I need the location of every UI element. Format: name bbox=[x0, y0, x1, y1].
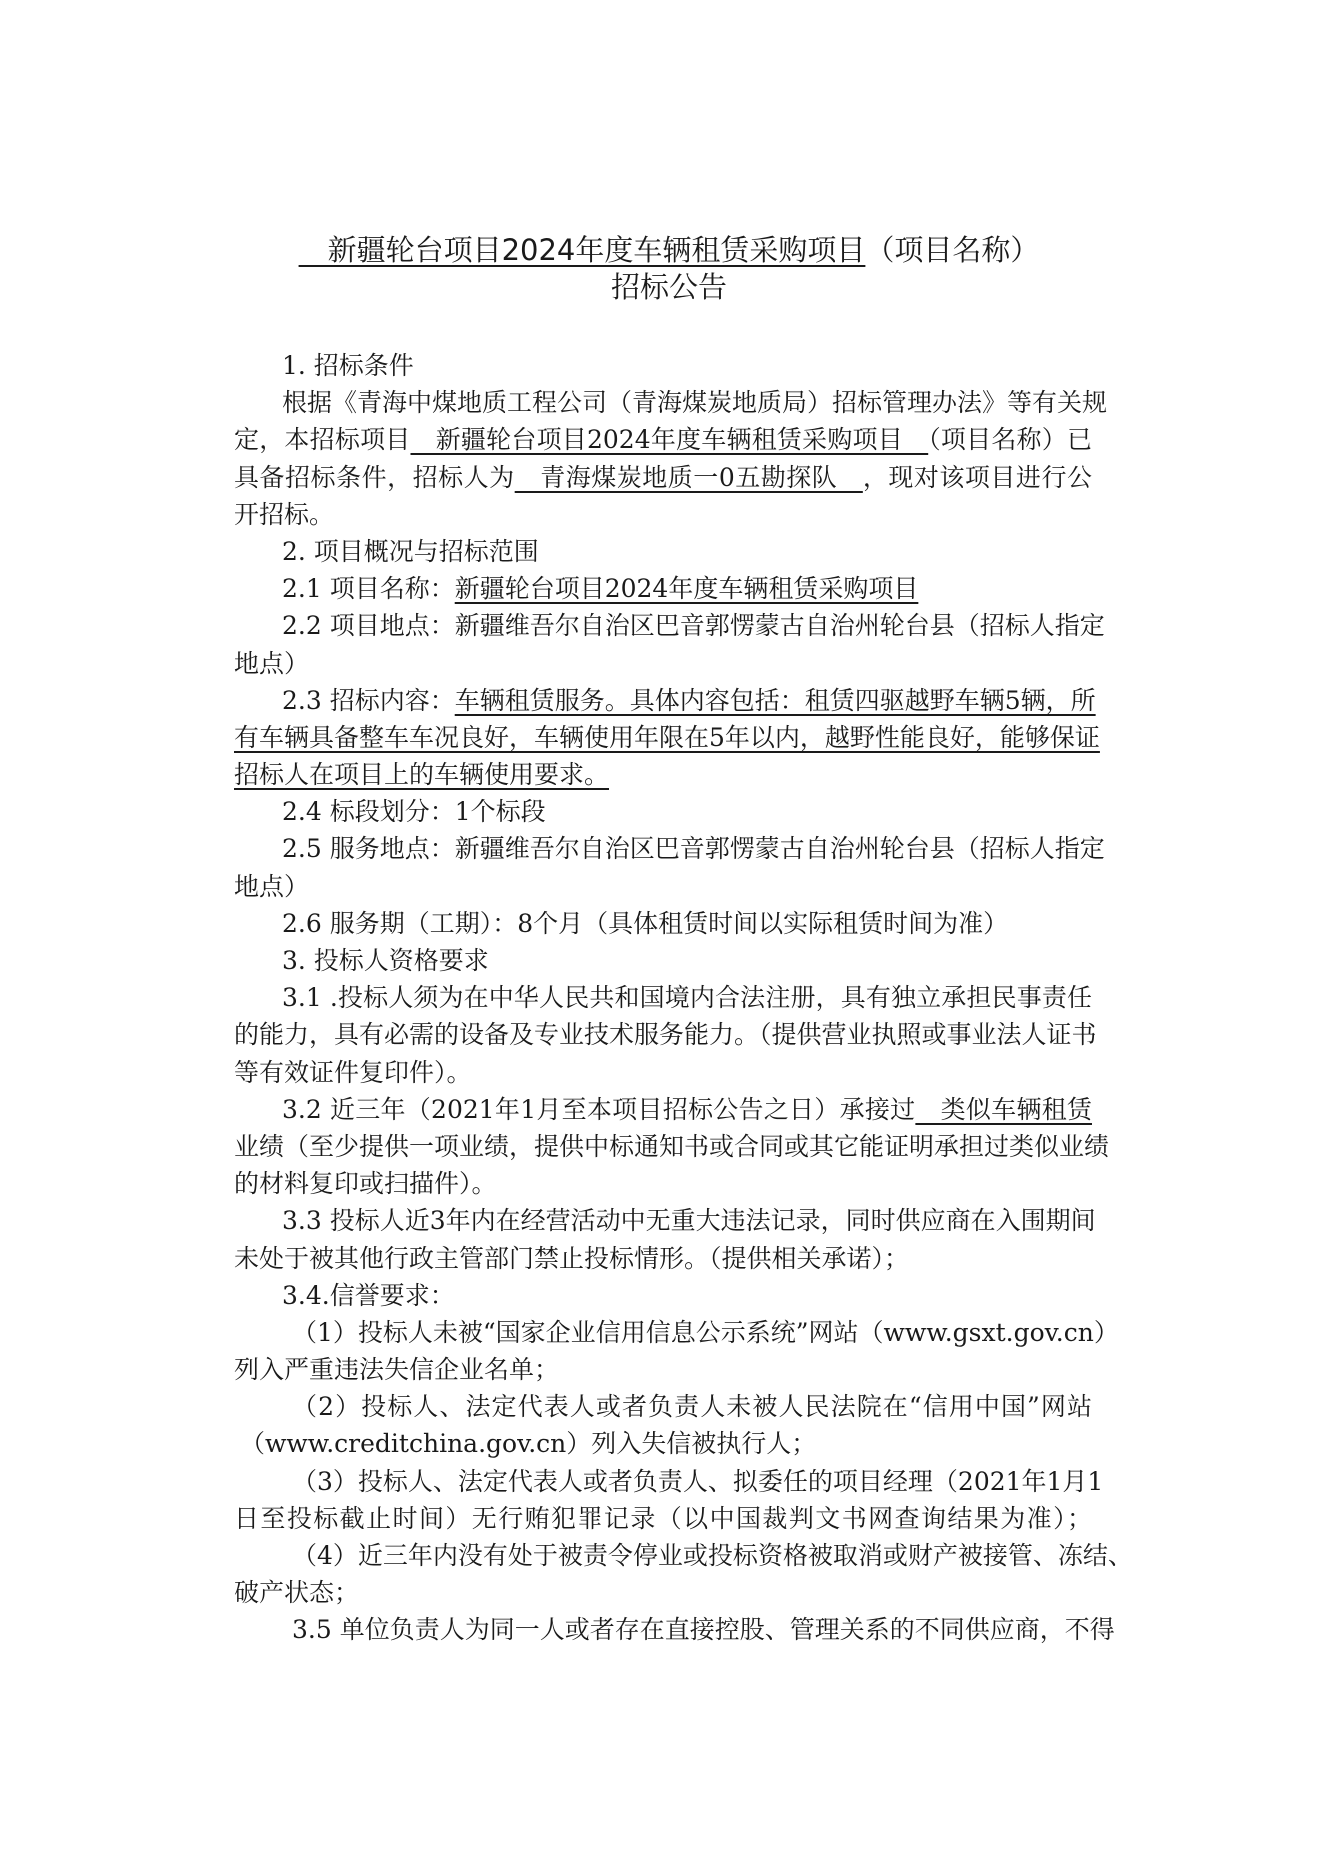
text-line bbox=[234, 1500, 1092, 1537]
filled-blank: 招标人在项目上的车辆使用要求。 bbox=[234, 760, 610, 790]
text-line bbox=[234, 645, 1092, 682]
text-segment: 列入严重违法失信企业名单； bbox=[234, 1355, 560, 1385]
text-segment: 3.5 单位负责人为同一人或者存在直接控股、管理关系的不同供应商，不得 bbox=[292, 1615, 1115, 1645]
title-suffix: （项目名称） bbox=[865, 233, 1040, 267]
text-segment: 的材料复印或扫描件）。 bbox=[234, 1169, 497, 1199]
text-segment: （项目名称）已 bbox=[928, 425, 1092, 455]
text-line bbox=[234, 1128, 1110, 1165]
text-line bbox=[234, 384, 1108, 421]
text-segment: 3.3 投标人近3年内在经营活动中无重大违法记录，同时供应商在入围期间 bbox=[282, 1206, 1096, 1236]
text-segment: 3.2 近三年（2021年1月至本项目招标公告之日）承接过 bbox=[282, 1094, 916, 1124]
text-line bbox=[234, 459, 1092, 496]
text-segment: 3. 投标人资格要求 bbox=[282, 946, 489, 975]
text-line bbox=[234, 496, 1092, 533]
document-body bbox=[234, 347, 1133, 1649]
text-line bbox=[234, 607, 1105, 644]
title-line-2: 招标公告 bbox=[610, 270, 727, 304]
text-line bbox=[234, 942, 1092, 979]
text-line bbox=[234, 756, 1092, 793]
text-line bbox=[234, 1574, 1092, 1611]
text-line bbox=[234, 1351, 1092, 1388]
text-line bbox=[234, 1388, 1092, 1425]
filled-blank: 新疆轮台项目2024年度车辆租赁采购项目 bbox=[454, 574, 919, 604]
text-line bbox=[234, 1537, 1133, 1574]
text-segment: ，现对该项目进行公 bbox=[862, 462, 1092, 492]
filled-blank: 类似车辆租赁 bbox=[915, 1094, 1092, 1124]
text-segment: 2.5 服务地点：新疆维吾尔自治区巴音郭愣蒙古自治州轮台县（招标人指定 bbox=[282, 834, 1105, 864]
text-line bbox=[234, 830, 1105, 867]
text-segment: （2）投标人、法定代表人或者负责人未被人民法院在“信用中国”网站 bbox=[292, 1392, 1092, 1422]
text-line bbox=[234, 1054, 1092, 1091]
text-segment: 未处于被其他行政主管部门禁止投标情形。（提供相关承诺）； bbox=[234, 1243, 910, 1273]
document-title bbox=[234, 232, 1104, 306]
text-segment: 地点） bbox=[234, 648, 310, 678]
text-line bbox=[234, 347, 1092, 384]
text-segment: 的能力，具有必需的设备及专业技术服务能力。（提供营业执照或事业法人证书 bbox=[234, 1020, 1097, 1050]
text-line bbox=[234, 1240, 1092, 1277]
project-name-blank: 新疆轮台项目2024年度车辆租赁采购项目 bbox=[298, 233, 866, 267]
text-segment: 2.1 项目名称： bbox=[282, 574, 455, 604]
text-line bbox=[234, 719, 1100, 756]
text-line bbox=[234, 1314, 1119, 1351]
text-segment: （3）投标人、法定代表人或者负责人、拟委任的项目经理（2021年1月1 bbox=[292, 1466, 1104, 1496]
text-segment: 2. 项目概况与招标范围 bbox=[282, 536, 539, 566]
text-line bbox=[234, 1016, 1097, 1053]
text-segment: 2.2 项目地点：新疆维吾尔自治区巴音郭愣蒙古自治州轮台县（招标人指定 bbox=[282, 611, 1105, 641]
filled-blank: 青海煤炭地质一0五勘探队 bbox=[514, 462, 863, 492]
text-segment: 开招标。 bbox=[234, 499, 335, 529]
text-segment: 定，本招标项目 bbox=[234, 425, 411, 455]
text-line bbox=[234, 570, 1092, 607]
text-segment: 破产状态； bbox=[234, 1578, 360, 1608]
text-line bbox=[234, 905, 1092, 942]
text-line bbox=[234, 1091, 1092, 1128]
filled-blank: 新疆轮台项目2024年度车辆租赁采购项目 bbox=[410, 425, 929, 455]
text-line bbox=[234, 1425, 1092, 1462]
text-line bbox=[234, 1277, 1092, 1314]
text-segment: （4）近三年内没有处于被责令停业或投标资格被取消或财产被接管、冻结、 bbox=[292, 1541, 1133, 1570]
text-segment: 2.3 招标内容： bbox=[282, 685, 455, 715]
text-segment: （www.creditchina.gov.cn）列入失信被执行人； bbox=[240, 1429, 817, 1459]
text-segment: 3.1 .投标人须为在中华人民共和国境内合法注册，具有独立承担民事责任 bbox=[282, 983, 1092, 1013]
text-line bbox=[234, 682, 1096, 719]
text-segment: 3.4.信誉要求： bbox=[282, 1280, 455, 1310]
text-segment: 日至投标截止时间）无行贿犯罪记录（以中国裁判文书网查询结果为准）； bbox=[234, 1503, 1092, 1533]
text-segment: 根据《青海中煤地质工程公司（青海煤炭地质局）招标管理办法》等有关规 bbox=[282, 388, 1108, 418]
text-segment: 等有效证件复印件）。 bbox=[234, 1057, 472, 1087]
text-line bbox=[234, 533, 1092, 570]
text-segment: 地点） bbox=[234, 871, 310, 901]
text-line bbox=[234, 1611, 1115, 1648]
text-line bbox=[234, 1165, 1092, 1202]
text-line bbox=[234, 1202, 1096, 1239]
text-segment: 2.4 标段划分：1个标段 bbox=[282, 797, 546, 827]
title-line-1 bbox=[234, 232, 1104, 269]
text-segment: （1）投标人未被“国家企业信用信息公示系统”网站（www.gsxt.gov.cn） bbox=[292, 1317, 1119, 1347]
text-line bbox=[234, 868, 1092, 905]
text-segment: 业绩（至少提供一项业绩，提供中标通知书或合同或其它能证明承担过类似业绩 bbox=[234, 1131, 1110, 1161]
text-line bbox=[234, 793, 1092, 830]
filled-blank: 车辆租赁服务。具体内容包括：租赁四驱越野车辆5辆，所 bbox=[454, 685, 1096, 715]
text-line bbox=[234, 979, 1092, 1016]
filled-blank: 有车辆具备整车车况良好，车辆使用年限在5年以内，越野性能良好，能够保证 bbox=[234, 722, 1100, 752]
text-segment: 2.6 服务期（工期）：8个月（具体租赁时间以实际租赁时间为准） bbox=[282, 908, 1009, 938]
text-line bbox=[234, 421, 1092, 458]
text-segment: 1. 招标条件 bbox=[282, 351, 414, 380]
text-line bbox=[234, 1463, 1104, 1500]
text-segment: 具备招标条件，招标人为 bbox=[234, 462, 515, 492]
